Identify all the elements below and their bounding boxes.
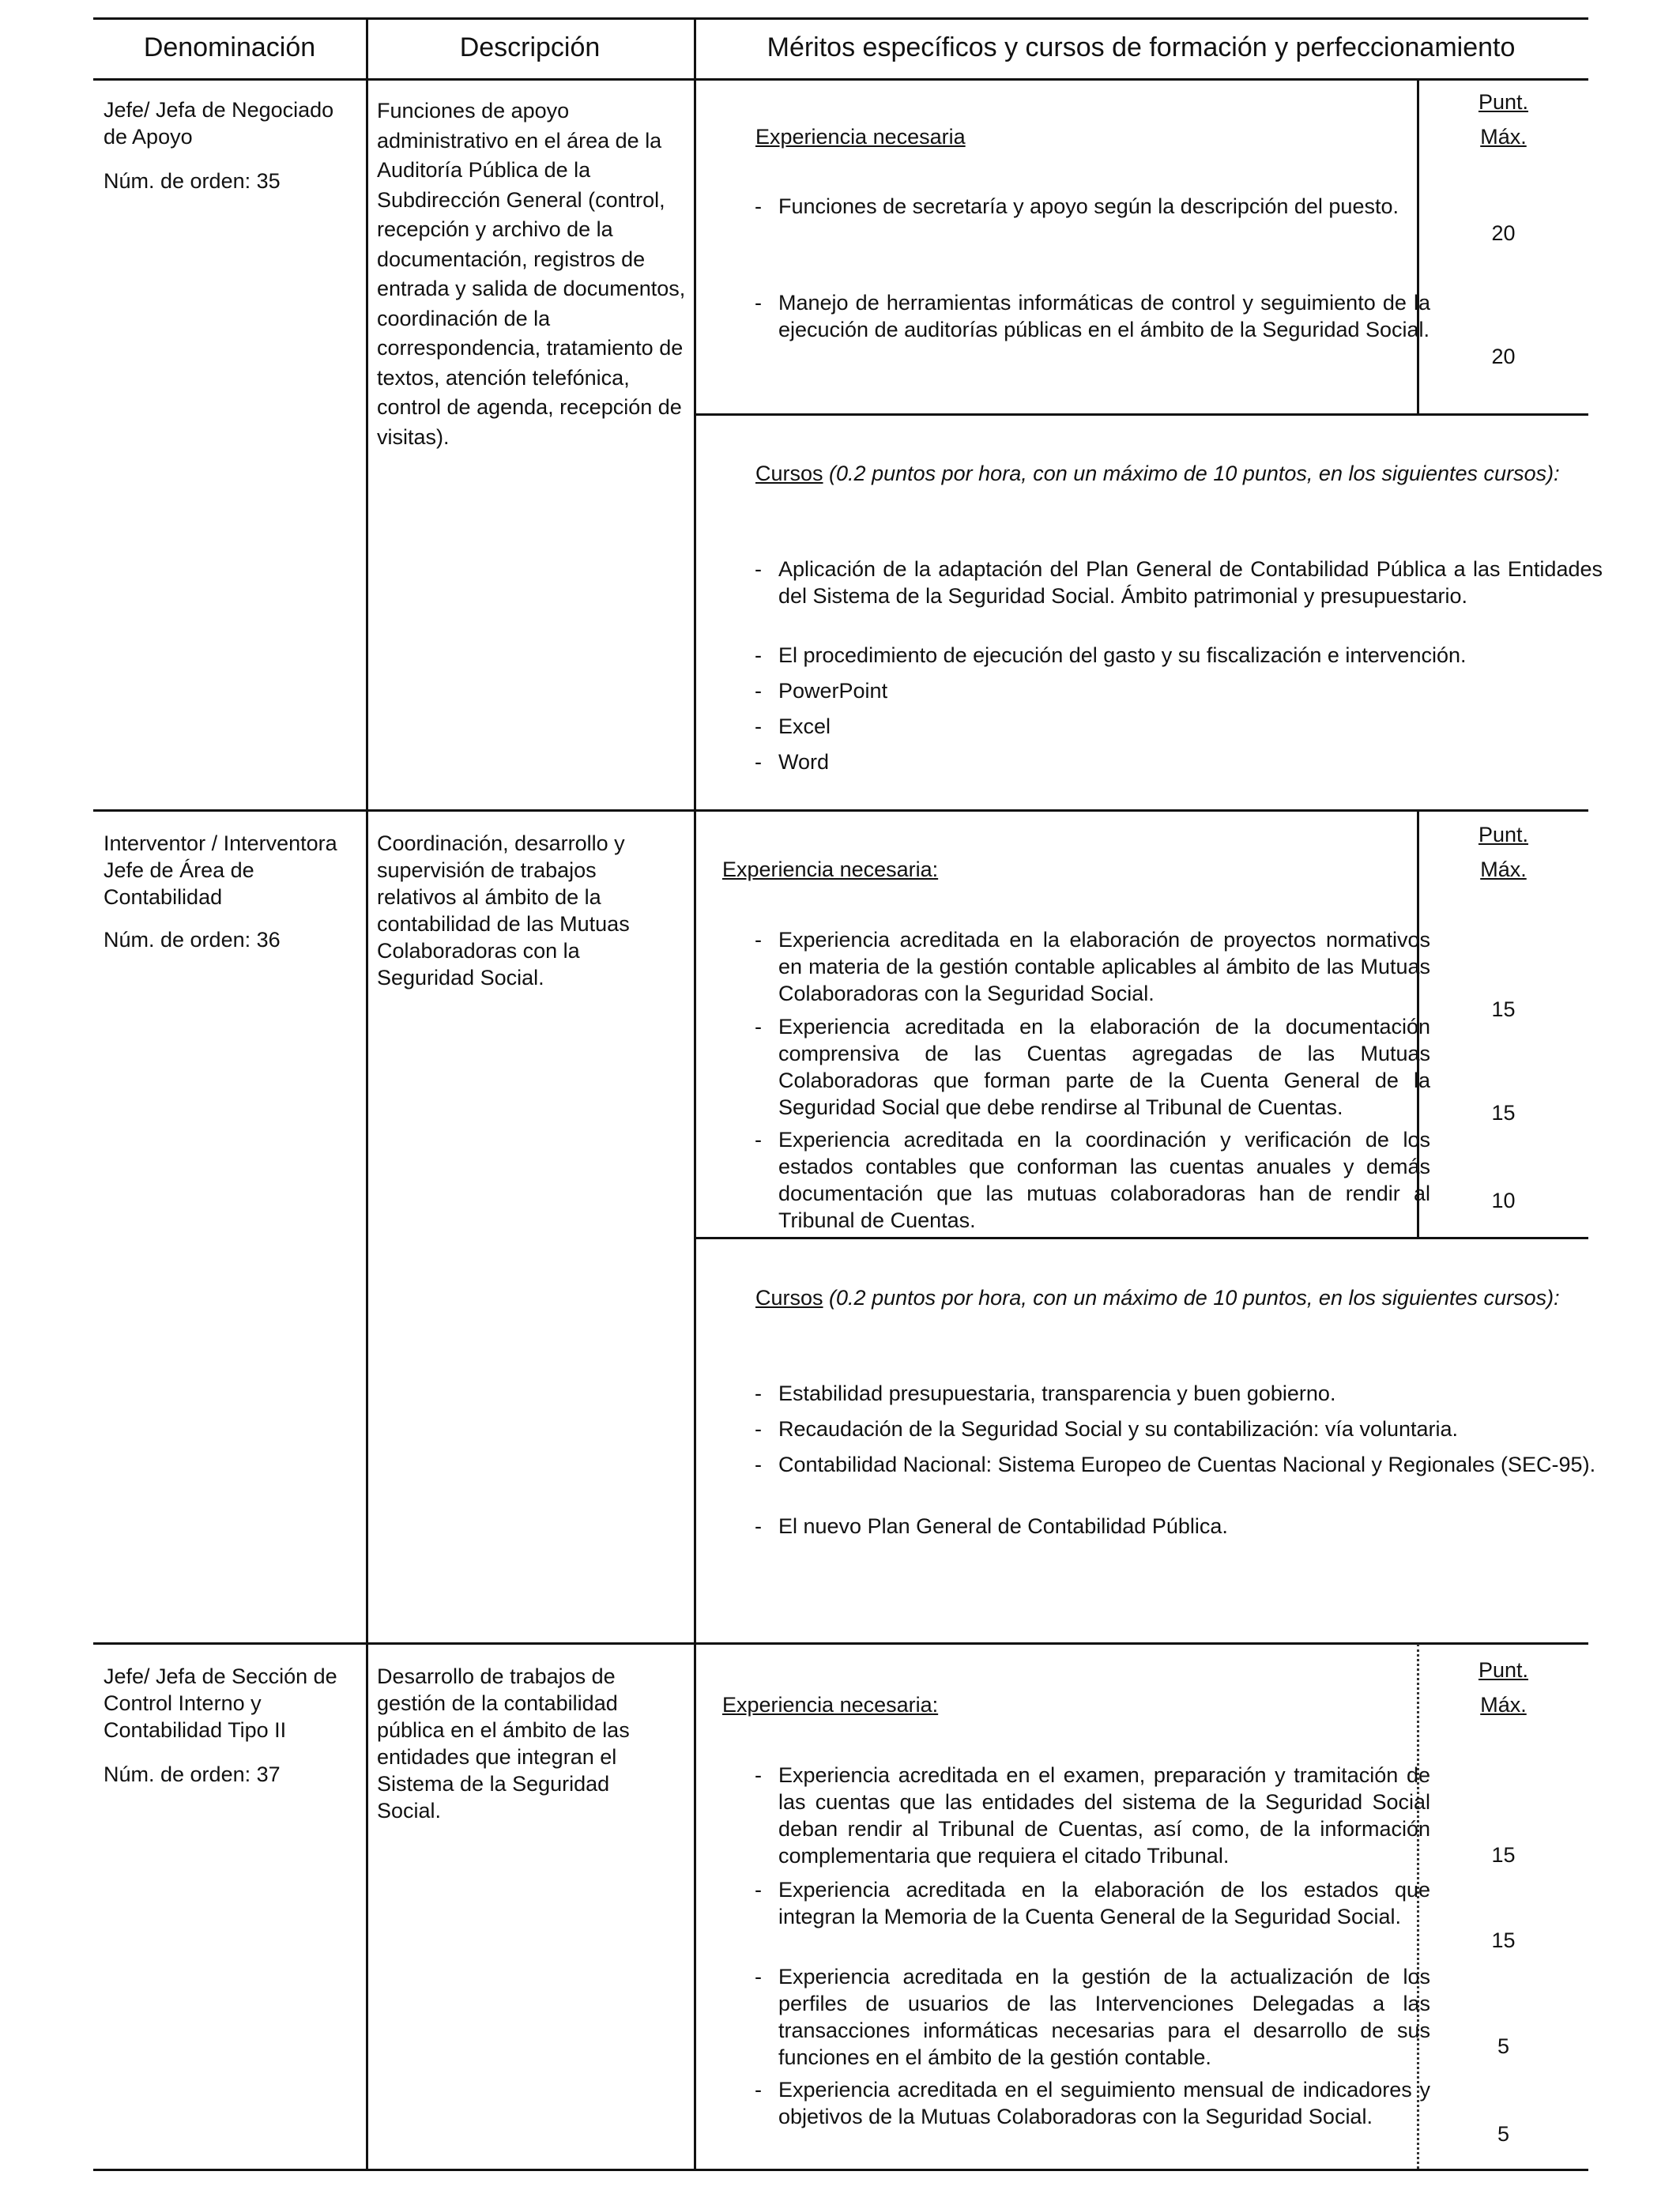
row-37-experiencia-points: 15 bbox=[1491, 1843, 1516, 1867]
row-37-orden: Núm. de orden: 37 bbox=[104, 1762, 281, 1786]
experiencia-text: Experiencia acreditada en la gestión de la actualización de los perfiles de usuarios de las Intervenciones Delegadas a las transacciones informáticas necesarias para el desarrollo de sus funciones en el ámbito de la gestión contable. bbox=[778, 1965, 1430, 2069]
row-35-max-label: Máx. bbox=[1480, 125, 1527, 149]
bullet-dash: - bbox=[755, 679, 762, 703]
row-35-experiencia-title: Experiencia necesaria bbox=[755, 125, 966, 149]
experiencia-text: Experiencia acreditada en la coordinación y verificación de los estados contables que conforman las cuentas anuales y demás documentación que las mutuas colaboradoras han de rendir al Tribunal de Cuentas. bbox=[778, 1128, 1430, 1232]
bullet-dash: - bbox=[755, 1015, 762, 1039]
experiencia-text: Experiencia acreditada en el seguimiento mensual de indicadores y objetivos de la Mutuas Colaboradoras con la Seguridad Social. bbox=[778, 2078, 1430, 2128]
experiencia-text: Experiencia acreditada en el examen, preparación y tramitación de las cuentas que las entidades del sistema de la Seguridad Social deban rendir al Tribunal de Cuentas, así como, de la información complementaria que requiera el citado Tribunal. bbox=[778, 1763, 1430, 1868]
row-36-max-label: Máx. bbox=[1480, 858, 1527, 881]
table-bottom-border bbox=[93, 2169, 1588, 2171]
experiencia-text: Experiencia acreditada en la elaboración de proyectos normativos en materia de la gestión contable aplicables al ámbito de las Mutuas Colaboradoras con la Seguridad Social. bbox=[778, 928, 1430, 1005]
row-36-experiencia-item bbox=[755, 926, 1430, 1007]
experiencia-text: Manejo de herramientas informáticas de control y seguimiento de la ejecución de auditorías públicas en el ámbito de la Seguridad Social. bbox=[778, 291, 1430, 341]
row-37-experiencia-points: 15 bbox=[1491, 1928, 1516, 1952]
row-36-curso-item bbox=[755, 1380, 1603, 1407]
row-36-experiencia-points: 10 bbox=[1491, 1189, 1516, 1212]
curso-text: Aplicación de la adaptación del Plan General de Contabilidad Pública a las Entidades del Sistema de la Seguridad Social. Ámbito patrimonial y presupuestario. bbox=[778, 557, 1603, 608]
row-35-experiencia-item bbox=[755, 193, 1430, 220]
row-36-curso-item bbox=[755, 1451, 1603, 1478]
row-35-experience-divider bbox=[694, 413, 1588, 416]
row-37-descripcion: Desarrollo de trabajos de gestión de la contabilidad pública en el ámbito de las entidades que integran el Sistema de la Seguridad Social. bbox=[377, 1664, 630, 1823]
header-meritos: Méritos específicos y cursos de formación y perfeccionamiento bbox=[767, 32, 1516, 62]
bullet-dash: - bbox=[755, 557, 762, 581]
curso-text: Word bbox=[778, 750, 830, 774]
cursos-title: Cursos bbox=[755, 1286, 823, 1310]
header-bottom-border bbox=[93, 78, 1588, 81]
row-37-max-label: Máx. bbox=[1480, 1693, 1527, 1717]
row-35-curso-item bbox=[755, 556, 1603, 609]
bullet-dash: - bbox=[755, 750, 762, 774]
bullet-dash: - bbox=[755, 1417, 762, 1441]
row-37-experiencia-points: 5 bbox=[1497, 2122, 1510, 2146]
row-36-bottom-border bbox=[93, 1642, 1588, 1645]
bullet-dash: - bbox=[755, 1382, 762, 1405]
bullet-dash: - bbox=[755, 2078, 762, 2102]
row-36-experiencia-points: 15 bbox=[1491, 1101, 1516, 1125]
bullet-dash: - bbox=[755, 1965, 762, 1989]
curso-text: Contabilidad Nacional: Sistema Europeo de Cuentas Nacional y Regionales (SEC-95). bbox=[778, 1453, 1596, 1476]
row-37-experiencia-points: 5 bbox=[1497, 2034, 1510, 2058]
bullet-dash: - bbox=[755, 194, 762, 218]
curso-text: Recaudación de la Seguridad Social y su contabilización: vía voluntaria. bbox=[778, 1417, 1459, 1441]
curso-text: El procedimiento de ejecución del gasto y su fiscalización e intervención. bbox=[778, 643, 1467, 667]
cursos-note: (0.2 puntos por hora, con un máximo de 10 puntos, en los siguientes cursos): bbox=[829, 1286, 1560, 1310]
experiencia-text: Experiencia acreditada en la elaboración de la documentación comprensiva de las Cuentas agregadas de las Mutuas Colaboradoras que forman parte de la Cuenta General de la Seguridad Social que debe rendirse al Tribunal de Cuentas. bbox=[778, 1015, 1430, 1119]
row-36-experiencia-item bbox=[755, 1126, 1430, 1234]
row-35-descripcion: Funciones de apoyo administrativo en el área de la Auditoría Pública de la Subdirección General (control, recepción y archivo de la documentación, registros de entrada y salida de documentos, coordinación de la correspondencia, tratamiento de textos, atención telefónica, control de agenda, recepción de visitas). bbox=[377, 99, 686, 449]
row-36-curso-item bbox=[755, 1513, 1603, 1540]
curso-text: Estabilidad presupuestaria, transparencia y buen gobierno. bbox=[778, 1382, 1336, 1405]
header-descripcion: Descripción bbox=[459, 32, 601, 62]
bullet-dash: - bbox=[755, 928, 762, 952]
row-35-experiencia-points: 20 bbox=[1491, 221, 1516, 245]
row-37-denominacion: Jefe/ Jefa de Sección de Control Interno y Contabilidad Tipo II bbox=[104, 1664, 337, 1742]
row-35-curso-item bbox=[755, 677, 1603, 704]
bullet-dash: - bbox=[755, 714, 762, 738]
row-36-descripcion: Coordinación, desarrollo y supervisión de trabajos relativos al ámbito de la contabilidad de las Mutuas Colaboradoras con la Seguridad Social. bbox=[377, 831, 630, 990]
curso-text: Excel bbox=[778, 714, 831, 738]
row-35-experiencia-item bbox=[755, 289, 1430, 343]
row-35-punt-label: Punt. bbox=[1478, 90, 1529, 114]
row-35-curso-item bbox=[755, 642, 1603, 669]
bullet-dash: - bbox=[755, 1128, 762, 1152]
bullet-dash: - bbox=[755, 1878, 762, 1902]
row-36-denominacion: Interventor / Interventora Jefe de Área de Contabilidad bbox=[104, 831, 337, 909]
row-37-punt-label: Punt. bbox=[1478, 1658, 1529, 1682]
curso-text: El nuevo Plan General de Contabilidad Pública. bbox=[778, 1514, 1228, 1538]
row-35-orden: Núm. de orden: 35 bbox=[104, 169, 281, 193]
table-top-border bbox=[93, 17, 1588, 20]
header-denominacion: Denominación bbox=[143, 32, 316, 62]
experiencia-text: Funciones de secretaría y apoyo según la descripción del puesto. bbox=[778, 194, 1399, 218]
bullet-dash: - bbox=[755, 1453, 762, 1476]
cursos-title: Cursos bbox=[755, 462, 823, 485]
col-divider-1 bbox=[366, 17, 368, 2170]
row-37-experiencia-item bbox=[755, 2076, 1430, 2130]
row-36-experiencia-item bbox=[755, 1013, 1430, 1121]
bullet-dash: - bbox=[755, 643, 762, 667]
cursos-note: (0.2 puntos por hora, con un máximo de 10 puntos, en los siguientes cursos): bbox=[829, 462, 1560, 485]
row-36-experiencia-title: Experiencia necesaria: bbox=[722, 858, 939, 881]
bullet-dash: - bbox=[755, 1514, 762, 1538]
row-36-cursos-heading bbox=[755, 1284, 1579, 1311]
row-36-punt-label: Punt. bbox=[1478, 823, 1529, 846]
row-37-experiencia-title: Experiencia necesaria: bbox=[722, 1693, 939, 1717]
row-37-experiencia-item bbox=[755, 1762, 1430, 1869]
row-36-experiencia-points: 15 bbox=[1491, 997, 1516, 1021]
row-35-curso-item bbox=[755, 713, 1603, 740]
experiencia-text: Experiencia acreditada en la elaboración de los estados que integran la Memoria de la Cuenta General de la Seguridad Social. bbox=[778, 1878, 1430, 1928]
row-35-experiencia-points: 20 bbox=[1491, 345, 1516, 368]
row-35-denominacion: Jefe/ Jefa de Negociado de Apoyo bbox=[104, 98, 334, 149]
row-35-bottom-border bbox=[93, 809, 1588, 812]
col-divider-2 bbox=[694, 17, 696, 2170]
row-36-experience-divider bbox=[694, 1237, 1588, 1239]
row-36-orden: Núm. de orden: 36 bbox=[104, 928, 281, 952]
row-36-curso-item bbox=[755, 1416, 1603, 1442]
curso-text: PowerPoint bbox=[778, 679, 888, 703]
bullet-dash: - bbox=[755, 1763, 762, 1787]
row-37-experiencia-item bbox=[755, 1963, 1430, 2071]
row-37-experiencia-item bbox=[755, 1876, 1430, 1930]
row-35-cursos-heading bbox=[755, 460, 1579, 487]
row-35-curso-item bbox=[755, 748, 1603, 775]
bullet-dash: - bbox=[755, 291, 762, 315]
